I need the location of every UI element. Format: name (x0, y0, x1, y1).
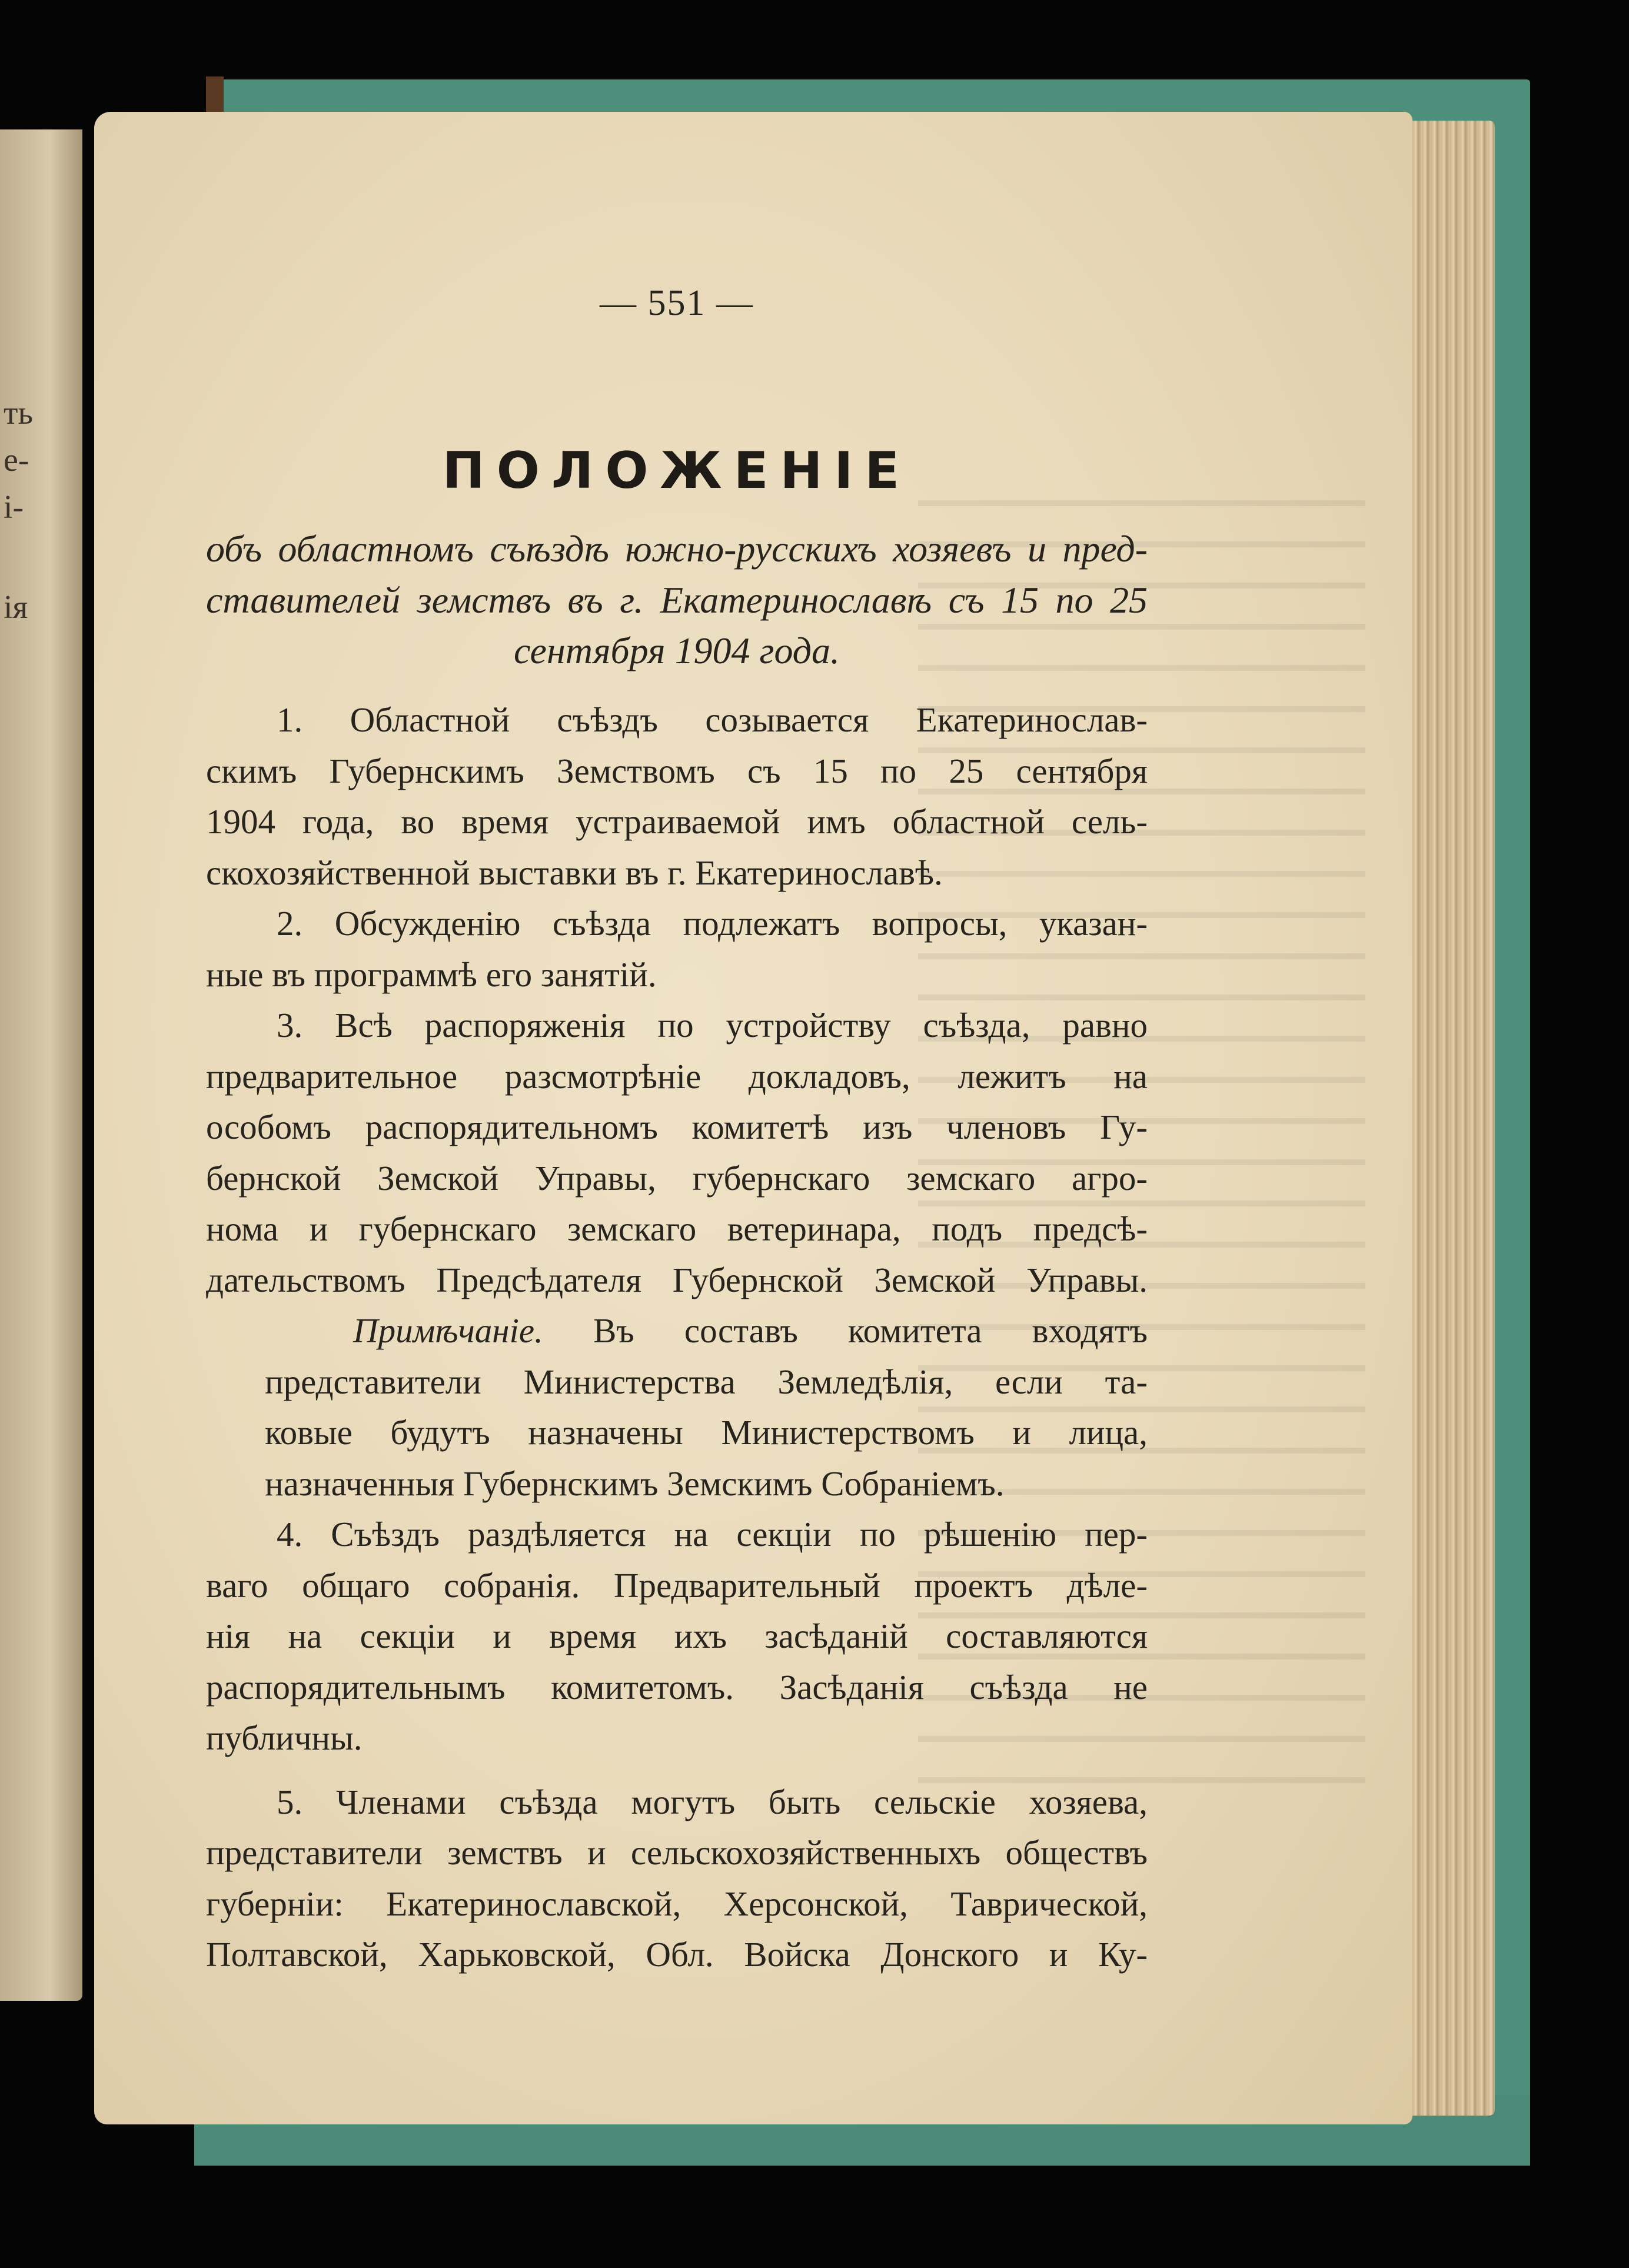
document-title: ПОЛОЖЕНІЕ (442, 441, 912, 500)
body-line: распорядительнымъ комитетомъ. Засѣданія съѣзда не (206, 1667, 1148, 1707)
left-page-fragment: і- (4, 489, 24, 526)
body-line: скохозяйственной выставки въ г. Екатеринославѣ. (206, 853, 943, 892)
subtitle-line: ставителей земствъ въ г. Екатеринославѣ съ 15 по 25 (206, 578, 1148, 621)
note-line: ковые будутъ назначены Министерствомъ и лица, (265, 1413, 1148, 1452)
paragraph-4 (206, 1509, 1148, 1764)
body-line: 4. Съѣздъ раздѣляется на секціи по рѣшенію пер- (277, 1515, 1148, 1554)
body-line: ваго общаго собранія. Предварительный проектъ дѣле- (206, 1565, 1148, 1605)
body-line: нома и губернскаго земскаго ветеринара, подъ предсѣ- (206, 1209, 1148, 1248)
page-number: — 551 — (600, 283, 754, 323)
note-first-line-text: Въ составъ комитета входятъ (593, 1311, 1148, 1350)
body-line: 1. Областной съѣздъ созывается Екатеринослав- (277, 700, 1148, 739)
paragraph-5 (206, 1777, 1148, 1980)
left-page-fragment: ть (4, 395, 34, 431)
paragraph-2 (206, 898, 1148, 1000)
subtitle-line: объ областномъ съѣздѣ южно-русскихъ хозяевъ и пред- (206, 528, 1148, 570)
body-line: нія на секціи и время ихъ засѣданій составляются (206, 1617, 1148, 1655)
note-first-line (265, 1305, 1148, 1356)
document-subtitle (206, 524, 1148, 677)
body-line: особомъ распорядительномъ комитетѣ изъ членовъ Гу- (206, 1108, 1148, 1146)
document-page (94, 112, 1412, 2124)
body-line: бернской Земской Управы, губернскаго земскаго агро- (206, 1158, 1148, 1198)
body-line: публичны. (206, 1718, 363, 1757)
left-page-edge (0, 129, 82, 2001)
note-block (206, 1305, 1148, 1509)
paragraph-3 (206, 1000, 1148, 1305)
left-page-fragment: е- (4, 442, 29, 478)
body-line: 2. Обсужденію съѣзда подлежатъ вопросы, указан- (277, 904, 1148, 943)
body-line: губерніи: Екатеринославской, Херсонской, Таврической, (206, 1884, 1148, 1923)
body-line: 3. Всѣ распоряженія по устройству съѣзда, равно (277, 1006, 1148, 1045)
note-label: Примѣчаніе. (353, 1311, 543, 1350)
note-line: представители Министерства Земледѣлія, если та- (265, 1362, 1148, 1401)
paragraph-1 (206, 694, 1148, 898)
document-body (206, 694, 1148, 1980)
body-line: Полтавской, Харьковской, Обл. Войска Донского и Ку- (206, 1935, 1148, 1974)
body-line: предварительное разсмотрѣніе докладовъ, лежитъ на (206, 1056, 1148, 1096)
body-line: представители земствъ и сельскохозяйственныхъ обществъ (206, 1833, 1148, 1872)
left-page-fragment: ія (4, 589, 28, 626)
subtitle-line: сентября 1904 года. (513, 630, 840, 671)
note-line: назначенныя Губернскимъ Земскимъ Собраніемъ. (265, 1464, 1005, 1503)
body-line: ные въ программѣ его занятій. (206, 955, 657, 994)
body-line: 1904 года, во время устраиваемой имъ областной сель- (206, 802, 1148, 841)
body-line: 5. Членами съѣзда могутъ быть сельскіе хозяева, (277, 1782, 1148, 1821)
body-line: дательствомъ Предсѣдателя Губернской Земской Управы. (206, 1260, 1148, 1299)
paragraph-gap (206, 1764, 1148, 1777)
body-line: скимъ Губернскимъ Земствомъ съ 15 по 25 сентября (206, 751, 1148, 790)
